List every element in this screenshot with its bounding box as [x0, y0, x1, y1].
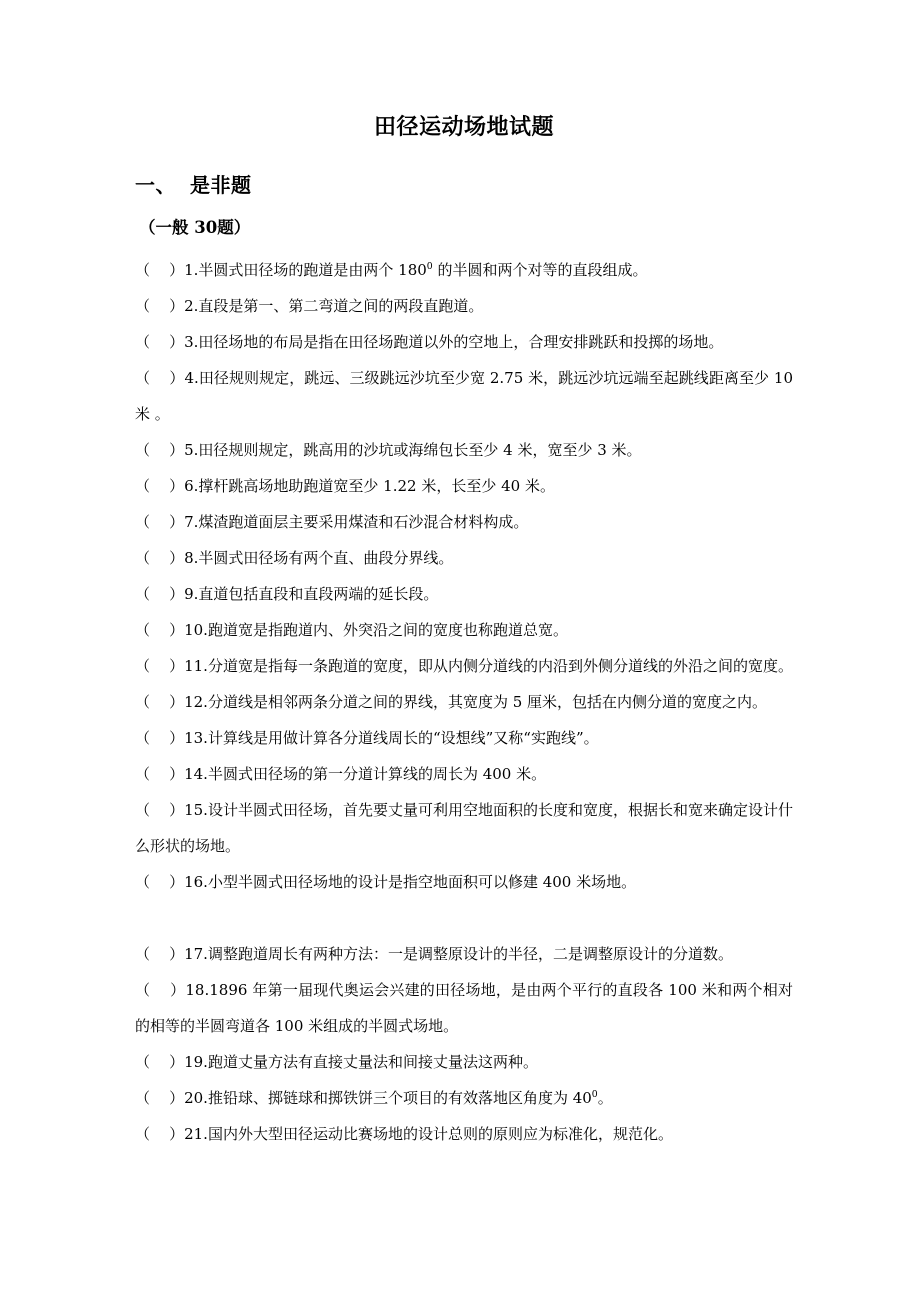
question-text: 田径场地的布局是指在田径场跑道以外的空地上，合理安排跳跃和投掷的场地。: [198, 333, 724, 351]
question-number: 17.: [184, 945, 208, 963]
question-item: [135, 360, 793, 432]
question-item: [135, 612, 793, 648]
question-item: [135, 792, 793, 864]
question-number: 6.: [184, 477, 199, 495]
question-text: 分道线是相邻两条分道之间的界线，其宽度为 5 厘米，包括在内侧分道的宽度之内。: [207, 693, 768, 711]
question-item: [135, 648, 793, 684]
answer-blank[interactable]: （ ）: [135, 585, 185, 603]
answer-blank[interactable]: （ ）: [135, 261, 185, 279]
question-number: 4.: [184, 369, 199, 387]
answer-blank[interactable]: （ ）: [135, 1053, 185, 1071]
question-item: [135, 504, 793, 540]
question-number: 15.: [184, 801, 208, 819]
answer-blank[interactable]: （ ）: [135, 369, 185, 387]
answer-blank[interactable]: （ ）: [135, 801, 185, 819]
question-item: [135, 972, 793, 1044]
question-text: 田径规则规定，跳高用的沙坑或海绵包长至少 4 米，宽至少 3 米。: [198, 441, 642, 459]
answer-blank[interactable]: （ ）: [135, 333, 185, 351]
question-number: 21.: [184, 1125, 208, 1143]
question-item: [135, 756, 793, 792]
question-number: 20.: [184, 1089, 208, 1107]
question-number: 2.: [184, 297, 199, 315]
question-number: 13.: [184, 729, 208, 747]
question-item: [135, 864, 793, 900]
section-heading: [135, 142, 793, 200]
question-text: 撑杆跳高场地助跑道宽至少 1.22 米，长至少 40 米。: [198, 477, 555, 495]
question-item: [135, 1116, 793, 1152]
question-text: 小型半圆式田径场地的设计是指空地面积可以修建 400 米场地。: [207, 873, 637, 891]
answer-blank[interactable]: （ ）: [135, 441, 185, 459]
question-item: [135, 720, 793, 756]
question-item: [135, 936, 793, 972]
answer-blank[interactable]: （ ）: [135, 513, 185, 531]
question-number: 8.: [184, 549, 199, 567]
question-text: 分道宽是指每一条跑道的宽度，即从内侧分道线的内沿到外侧分道线的外沿之间的宽度。: [207, 657, 793, 675]
question-item: [135, 468, 793, 504]
question-text: 半圆式田径场的跑道是由两个 $180^0$ 的半圆和两个对等的直段组成。: [198, 261, 648, 279]
question-item: [135, 684, 793, 720]
question-item: [135, 1080, 793, 1116]
question-number: 1.: [184, 261, 199, 279]
question-item: [135, 540, 793, 576]
degree-superscript: 0: [426, 261, 433, 272]
question-text: 国内外大型田径运动比赛场地的设计总则的原则应为标准化，规范化。: [207, 1125, 673, 1143]
question-text: 计算线是用做计算各分道线周长的“设想线”又称“实跑线”。: [207, 729, 599, 747]
question-text: 半圆式田径场的第一分道计算线的周长为 400 米。: [207, 765, 547, 783]
page-title: 田径运动场地试题: [373, 114, 554, 140]
question-number: 18.: [185, 981, 210, 999]
question-list: [135, 242, 793, 1152]
question-number: 12.: [184, 693, 208, 711]
question-number: 5.: [184, 441, 199, 459]
question-text: 推铅球、掷链球和掷铁饼三个项目的有效落地区角度为 $40^0$。: [207, 1089, 613, 1107]
answer-blank[interactable]: （ ）: [135, 693, 185, 711]
question-number: 3.: [184, 333, 199, 351]
document-content: [135, 0, 793, 1152]
section-number: 一、: [135, 173, 176, 197]
answer-blank[interactable]: （ ）: [135, 945, 185, 963]
question-item: [135, 576, 793, 612]
answer-blank[interactable]: （ ）: [135, 765, 185, 783]
question-number: 9.: [184, 585, 199, 603]
question-text: 1896 年第一届现代奥运会兴建的田径场地，是由两个平行的直段各 100 米和两个相对的相等的半圆弯道各 100 米组成的半圆式场地。: [135, 981, 793, 1035]
question-text: 直段是第一、第二弯道之间的两段直跑道。: [198, 297, 484, 315]
question-text: 半圆式田径场有两个直、曲段分界线。: [198, 549, 454, 567]
question-text: 设计半圆式田径场，首先要丈量可利用空地面积的长度和宽度，根据长和宽来确定设计什么形状的场地。: [135, 801, 793, 855]
question-text: 煤渣跑道面层主要采用煤渣和石沙混合材料构成。: [198, 513, 529, 531]
question-item: [135, 432, 793, 468]
answer-blank[interactable]: （ ）: [135, 657, 185, 675]
question-text: 调整跑道周长有两种方法：一是调整原设计的半径，二是调整原设计的分道数。: [207, 945, 733, 963]
question-item: [135, 288, 793, 324]
answer-blank[interactable]: （ ）: [135, 297, 185, 315]
section-label: 是非题: [190, 173, 252, 197]
degree-superscript: 0: [591, 1089, 598, 1100]
question-text: 跑道宽是指跑道内、外突沿之间的宽度也称跑道总宽。: [207, 621, 568, 639]
question-number: 10.: [184, 621, 208, 639]
question-text: 直道包括直段和直段两端的延长段。: [198, 585, 439, 603]
question-text: 田径规则规定，跳远、三级跳远沙坑至少宽 2.75 米，跳远沙坑远端至起跳线距离至少 10 米 。: [135, 369, 793, 423]
answer-blank[interactable]: （ ）: [135, 549, 185, 567]
question-item: [135, 252, 793, 288]
question-text: 跑道丈量方法有直接丈量法和间接丈量法这两种。: [207, 1053, 538, 1071]
answer-blank[interactable]: （ ）: [135, 981, 186, 999]
question-number: 11.: [184, 657, 208, 675]
answer-blank[interactable]: （ ）: [135, 729, 185, 747]
question-item: [135, 1044, 793, 1080]
answer-blank[interactable]: （ ）: [135, 1089, 185, 1107]
question-number: 16.: [184, 873, 208, 891]
answer-blank[interactable]: （ ）: [135, 477, 185, 495]
question-number: 19.: [184, 1053, 208, 1071]
section-subheading: （一般 30题）: [139, 218, 251, 237]
question-number: 7.: [184, 513, 199, 531]
answer-blank[interactable]: （ ）: [135, 621, 185, 639]
answer-blank[interactable]: （ ）: [135, 1125, 185, 1143]
question-number: 14.: [184, 765, 208, 783]
answer-blank[interactable]: （ ）: [135, 873, 185, 891]
question-item: [135, 324, 793, 360]
